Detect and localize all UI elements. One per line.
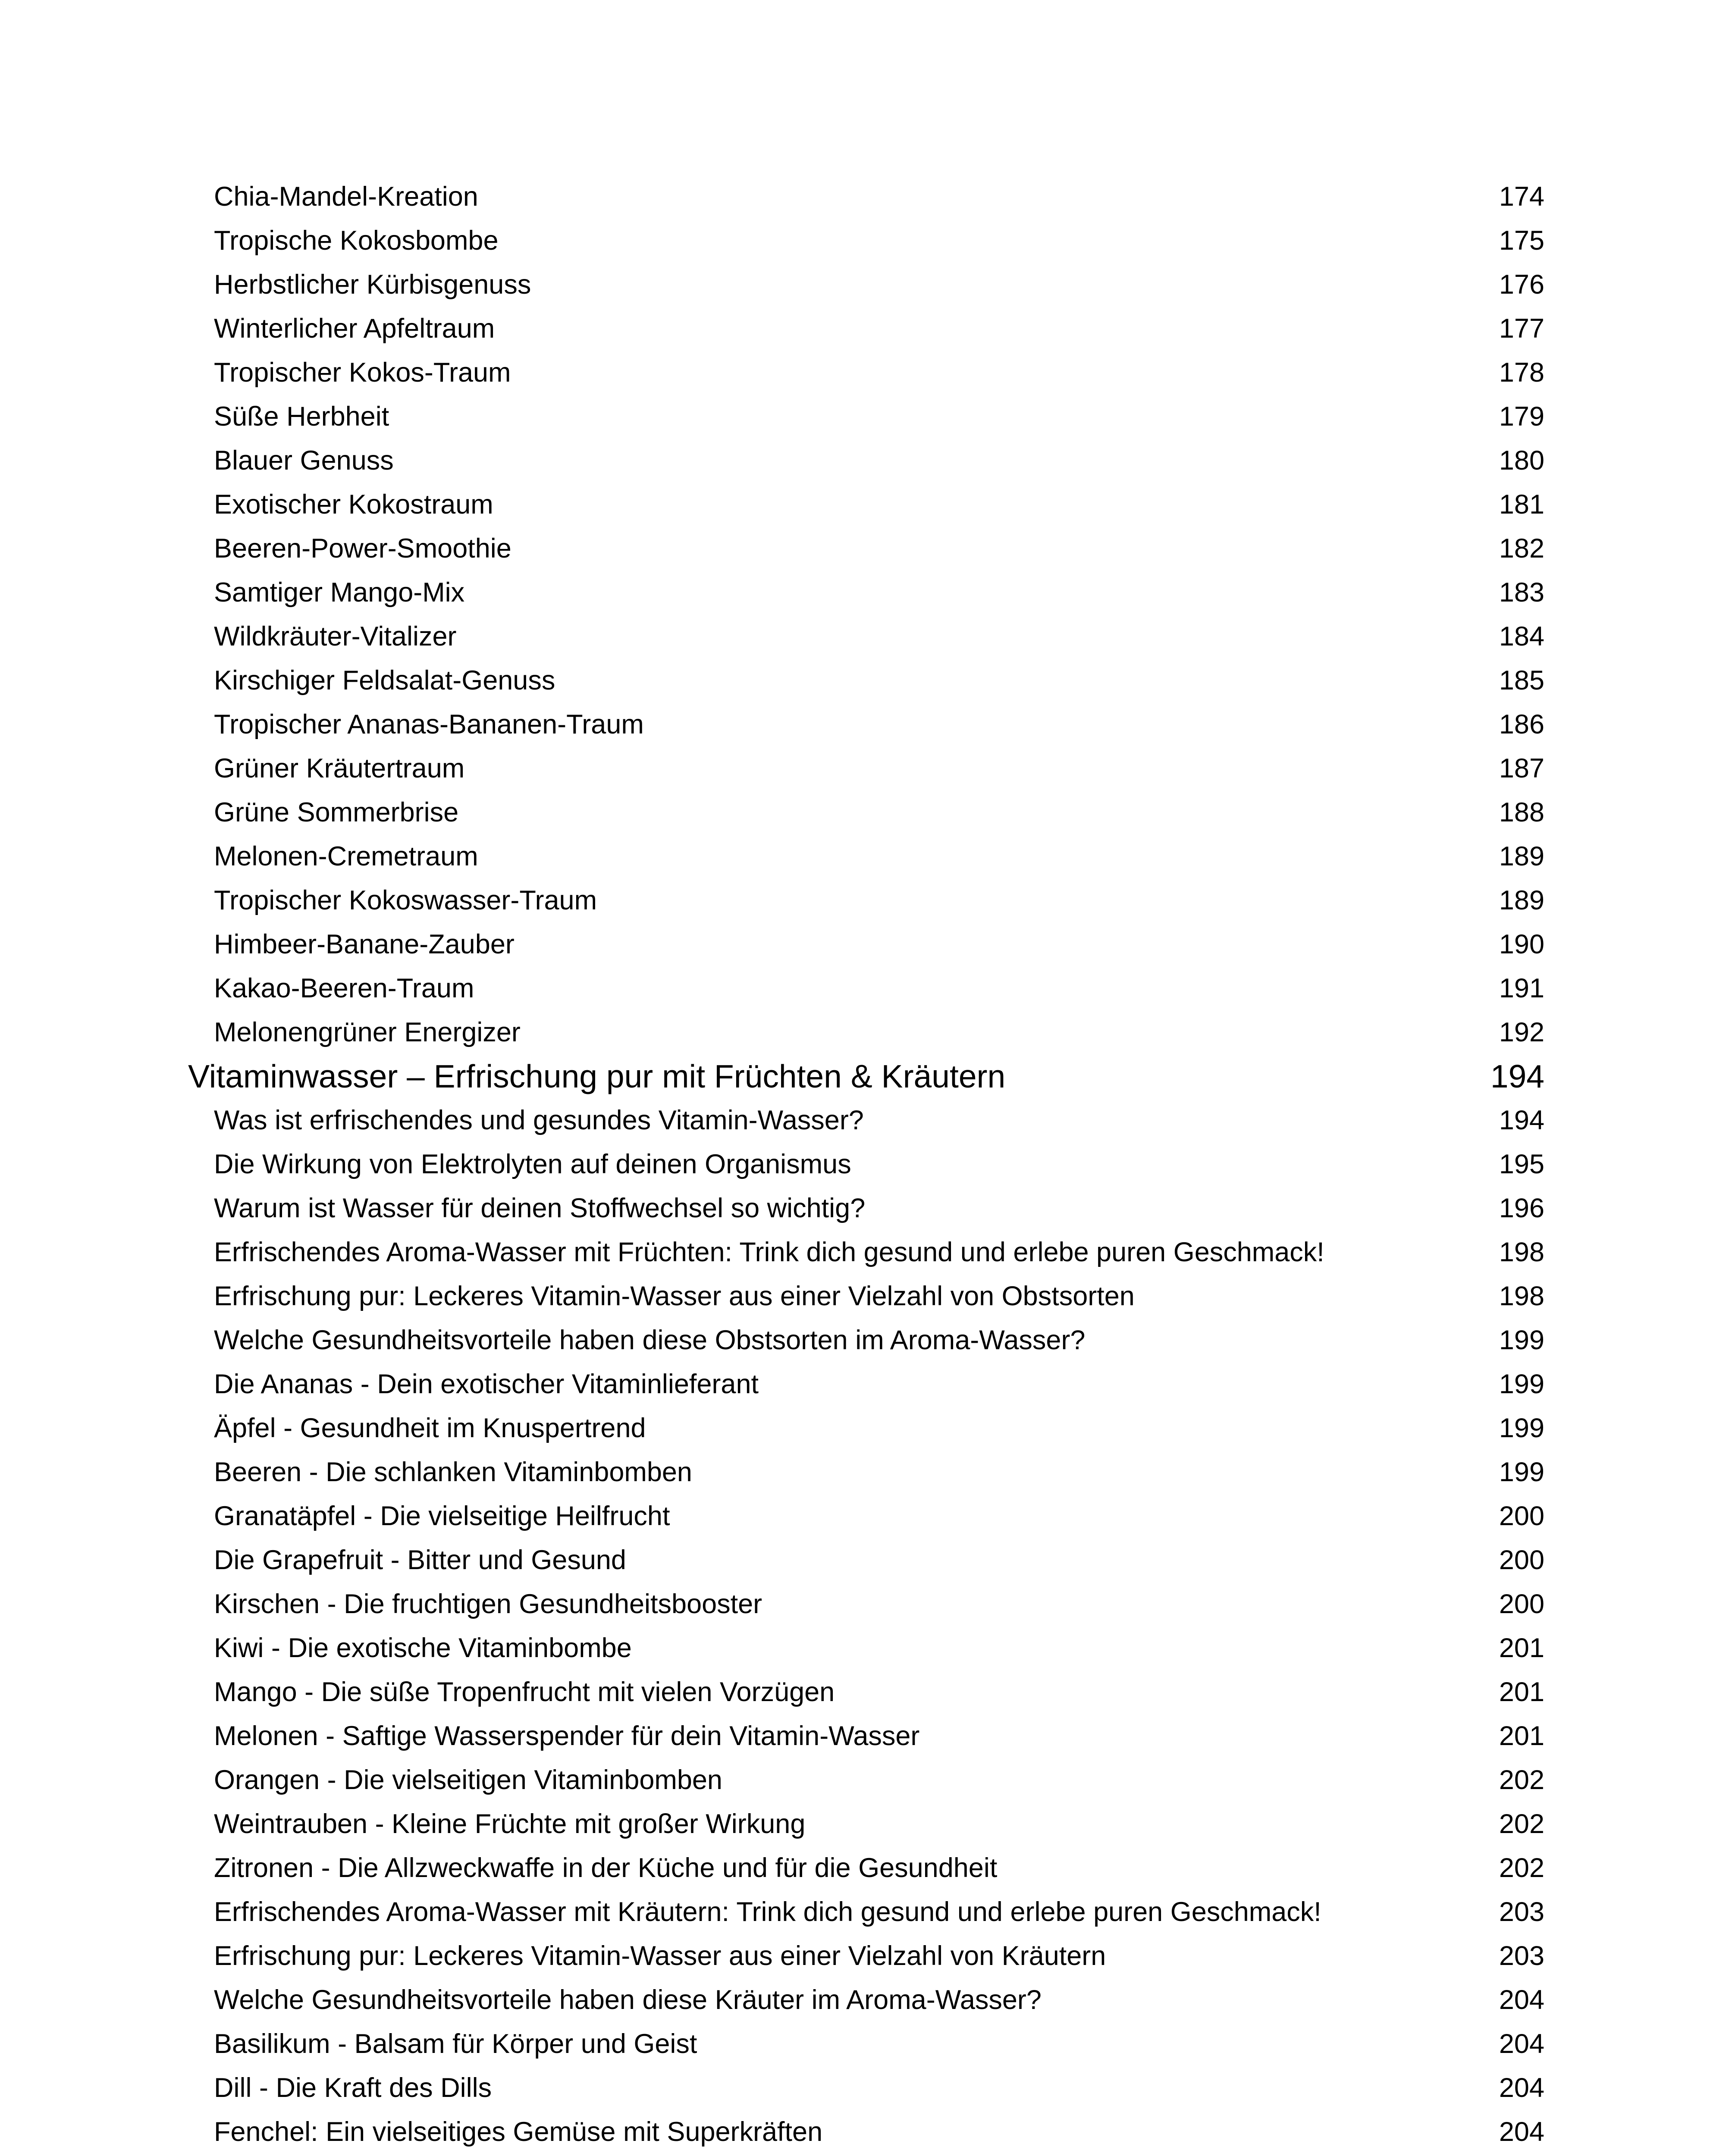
toc-entry[interactable] xyxy=(0,790,1732,834)
toc-entry[interactable] xyxy=(0,658,1732,702)
toc-entry-title: Grüne Sommerbrise xyxy=(214,797,459,827)
toc-entry[interactable] xyxy=(0,1230,1732,1274)
toc-entry[interactable] xyxy=(0,1890,1732,1934)
toc-entry-page-number: 201 xyxy=(1499,1633,1544,1663)
toc-entry-page-number: 202 xyxy=(1499,1853,1544,1883)
toc-entry-title: Fenchel: Ein vielseitiges Gemüse mit Superkräften xyxy=(214,2117,823,2147)
toc-entry[interactable] xyxy=(0,1362,1732,1406)
toc-entry-title: Chia-Mandel-Kreation xyxy=(214,182,478,212)
toc-entry-title: Kakao-Beeren-Traum xyxy=(214,973,474,1003)
toc-entry-page-number: 202 xyxy=(1499,1809,1544,1839)
toc-entry[interactable] xyxy=(0,702,1732,746)
toc-entry-title: Basilikum - Balsam für Körper und Geist xyxy=(214,2029,697,2059)
toc-entry-page-number: 190 xyxy=(1499,929,1544,959)
toc-entry[interactable] xyxy=(0,2110,1732,2154)
toc-entry-title: Erfrischung pur: Leckeres Vitamin-Wasser aus einer Vielzahl von Obstsorten xyxy=(214,1281,1135,1311)
toc-entry-title: Zitronen - Die Allzweckwaffe in der Küche und für die Gesundheit xyxy=(214,1853,998,1883)
toc-entry-title: Himbeer-Banane-Zauber xyxy=(214,929,515,959)
toc-entry[interactable] xyxy=(0,263,1732,307)
toc-entry-title: Warum ist Wasser für deinen Stoffwechsel so wichtig? xyxy=(214,1193,866,1223)
toc-entry-page-number: 191 xyxy=(1499,973,1544,1003)
toc-entry[interactable] xyxy=(0,1538,1732,1582)
toc-entry-title: Süße Herbheit xyxy=(214,401,389,432)
toc-entry-title: Mango - Die süße Tropenfrucht mit vielen Vorzügen xyxy=(214,1677,835,1707)
toc-entry-page-number: 189 xyxy=(1499,841,1544,871)
toc-entry-title: Was ist erfrischendes und gesundes Vitamin-Wasser? xyxy=(214,1105,864,1135)
toc-entry-title: Erfrischendes Aroma-Wasser mit Früchten: Trink dich gesund und erlebe puren Geschmack! xyxy=(214,1237,1324,1267)
toc-entry-page-number: 176 xyxy=(1499,270,1544,300)
toc-entry[interactable] xyxy=(0,1406,1732,1450)
toc-entry-title: Die Ananas - Dein exotischer Vitaminlieferant xyxy=(214,1369,759,1399)
toc-entry[interactable] xyxy=(0,1582,1732,1626)
toc-entry[interactable] xyxy=(0,834,1732,878)
toc-entry-page-number: 204 xyxy=(1499,2117,1544,2147)
toc-entry-title: Kiwi - Die exotische Vitaminbombe xyxy=(214,1633,632,1663)
toc-entry-title: Tropischer Kokos-Traum xyxy=(214,357,511,388)
toc-entry-title: Beeren-Power-Smoothie xyxy=(214,533,511,564)
toc-entry-page-number: 183 xyxy=(1499,577,1544,608)
toc-entry[interactable] xyxy=(0,1098,1732,1142)
toc-entry-title: Samtiger Mango-Mix xyxy=(214,577,465,608)
toc-entry[interactable] xyxy=(0,1934,1732,1978)
toc-entry[interactable] xyxy=(0,439,1732,483)
toc-entry[interactable] xyxy=(0,483,1732,526)
toc-entry-title: Melonengrüner Energizer xyxy=(214,1017,521,1047)
toc-entry-title: Herbstlicher Kürbisgenuss xyxy=(214,270,531,300)
toc-entry-page-number: 199 xyxy=(1499,1457,1544,1487)
toc-entry-page-number: 184 xyxy=(1499,621,1544,652)
toc-entry-page-number: 204 xyxy=(1499,2073,1544,2103)
toc-entry[interactable] xyxy=(0,570,1732,614)
toc-entry-title: Tropische Kokosbombe xyxy=(214,226,499,256)
toc-entry-page-number: 178 xyxy=(1499,357,1544,388)
toc-entry[interactable] xyxy=(0,922,1732,966)
toc-entry-page-number: 179 xyxy=(1499,401,1544,432)
toc-entry-page-number: 200 xyxy=(1499,1545,1544,1575)
toc-entry-title: Melonen-Cremetraum xyxy=(214,841,478,871)
toc-entry-page-number: 199 xyxy=(1499,1325,1544,1355)
toc-entry-page-number: 199 xyxy=(1499,1413,1544,1443)
toc-entry-page-number: 180 xyxy=(1499,445,1544,476)
toc-entry-title: Äpfel - Gesundheit im Knuspertrend xyxy=(214,1413,646,1443)
toc-entry-title: Beeren - Die schlanken Vitaminbomben xyxy=(214,1457,692,1487)
toc-entry[interactable] xyxy=(0,1758,1732,1802)
toc-entry-title: Welche Gesundheitsvorteile haben diese Kräuter im Aroma-Wasser? xyxy=(214,1985,1042,2015)
toc-entry-title: Kirschiger Feldsalat-Genuss xyxy=(214,665,555,696)
toc-entry[interactable] xyxy=(0,1714,1732,1758)
toc-entry-page-number: 189 xyxy=(1499,885,1544,915)
toc-entry-title: Die Grapefruit - Bitter und Gesund xyxy=(214,1545,626,1575)
toc-entry-page-number: 204 xyxy=(1499,1985,1544,2015)
toc-entry-title: Weintrauben - Kleine Früchte mit großer Wirkung xyxy=(214,1809,806,1839)
toc-entry-page-number: 194 xyxy=(1490,1058,1544,1094)
toc-entry[interactable] xyxy=(0,2066,1732,2110)
toc-entry[interactable] xyxy=(0,966,1732,1010)
toc-entry-title: Granatäpfel - Die vielseitige Heilfrucht xyxy=(214,1501,670,1531)
toc-entry-page-number: 198 xyxy=(1499,1237,1544,1267)
toc-entry[interactable] xyxy=(0,2022,1732,2066)
toc-entry-title: Winterlicher Apfeltraum xyxy=(214,313,495,344)
toc-entry[interactable] xyxy=(0,219,1732,263)
toc-entry-page-number: 203 xyxy=(1499,1897,1544,1927)
toc-entry[interactable] xyxy=(0,746,1732,790)
toc-entry[interactable] xyxy=(0,175,1732,219)
toc-entry[interactable] xyxy=(0,351,1732,395)
toc-entry-page-number: 195 xyxy=(1499,1149,1544,1179)
toc-entry[interactable] xyxy=(0,1670,1732,1714)
toc-entry-page-number xyxy=(1499,2154,1544,2156)
toc-entry[interactable] xyxy=(0,1274,1732,1318)
toc-entry-page-number: 196 xyxy=(1499,1193,1544,1223)
toc-entry-page-number: 186 xyxy=(1499,709,1544,740)
toc-entry-title: Erfrischendes Aroma-Wasser mit Kräutern: Trink dich gesund und erlebe puren Geschmack! xyxy=(214,1897,1321,1927)
toc-entry[interactable] xyxy=(0,307,1732,351)
toc-entry-page-number: 187 xyxy=(1499,753,1544,783)
toc-entry-title: Tropischer Ananas-Bananen-Traum xyxy=(214,709,644,740)
toc-entry[interactable] xyxy=(0,1802,1732,1846)
toc-entry-title: Wildkräuter-Vitalizer xyxy=(214,621,457,652)
toc-entry-page-number: 181 xyxy=(1499,489,1544,520)
toc-entry-page-number: 185 xyxy=(1499,665,1544,696)
toc-entry[interactable] xyxy=(0,614,1732,658)
toc-entry-title: Erfrischung pur: Leckeres Vitamin-Wasser aus einer Vielzahl von Kräutern xyxy=(214,1941,1106,1971)
toc-entry-page-number: 199 xyxy=(1499,1369,1544,1399)
toc-entry-page-number: 194 xyxy=(1499,1105,1544,1135)
toc-entry-title: Vitaminwasser – Erfrischung pur mit Früchten & Kräutern xyxy=(188,1058,1006,1094)
toc-entry-page-number: 201 xyxy=(1499,1677,1544,1707)
toc-entry-page-number: 203 xyxy=(1499,1941,1544,1971)
toc-entry[interactable] xyxy=(0,878,1732,922)
toc-entry-title xyxy=(214,2154,690,2156)
toc-entry-title: Melonen - Saftige Wasserspender für dein Vitamin-Wasser xyxy=(214,1721,920,1751)
toc-entry-title: Tropischer Kokoswasser-Traum xyxy=(214,885,597,915)
toc-entry-title: Welche Gesundheitsvorteile haben diese Obstsorten im Aroma-Wasser? xyxy=(214,1325,1086,1355)
toc-entry[interactable] xyxy=(0,1142,1732,1186)
toc-entry[interactable] xyxy=(0,1186,1732,1230)
toc-entry-page-number: 198 xyxy=(1499,1281,1544,1311)
toc-entry-title: Dill - Die Kraft des Dills xyxy=(214,2073,492,2103)
toc-entry-page-number: 188 xyxy=(1499,797,1544,827)
toc-entry[interactable] xyxy=(0,395,1732,439)
toc-entry-page-number: 202 xyxy=(1499,1765,1544,1795)
toc-entry-title: Exotischer Kokostraum xyxy=(214,489,493,520)
toc-entry[interactable] xyxy=(0,1626,1732,1670)
toc-entry[interactable] xyxy=(0,1846,1732,1890)
toc-entry-title: Orangen - Die vielseitigen Vitaminbomben xyxy=(214,1765,722,1795)
toc-entry-title: Blauer Genuss xyxy=(214,445,394,476)
toc-entry-page-number: 177 xyxy=(1499,313,1544,344)
toc-entry[interactable] xyxy=(0,1318,1732,1362)
toc-entry[interactable] xyxy=(0,526,1732,570)
toc-entry[interactable] xyxy=(0,2154,1732,2156)
toc-entry-title: Grüner Kräutertraum xyxy=(214,753,465,783)
toc-entry[interactable] xyxy=(0,1010,1732,1054)
toc-entry-page-number: 201 xyxy=(1499,1721,1544,1751)
toc-entry[interactable] xyxy=(0,1450,1732,1494)
toc-entry-page-number: 192 xyxy=(1499,1017,1544,1047)
toc-chapter-entry[interactable] xyxy=(0,1054,1732,1098)
toc-entry[interactable] xyxy=(0,1978,1732,2022)
toc-entry-page-number: 200 xyxy=(1499,1589,1544,1619)
toc-entry-title: Kirschen - Die fruchtigen Gesundheitsbooster xyxy=(214,1589,762,1619)
toc-entry-page-number: 204 xyxy=(1499,2029,1544,2059)
toc-entry[interactable] xyxy=(0,1494,1732,1538)
toc-entry-page-number: 175 xyxy=(1499,226,1544,256)
toc-entry-page-number: 174 xyxy=(1499,182,1544,212)
toc-entry-title: Die Wirkung von Elektrolyten auf deinen Organismus xyxy=(214,1149,851,1179)
toc-entry-page-number: 182 xyxy=(1499,533,1544,564)
toc-entry-page-number: 200 xyxy=(1499,1501,1544,1531)
